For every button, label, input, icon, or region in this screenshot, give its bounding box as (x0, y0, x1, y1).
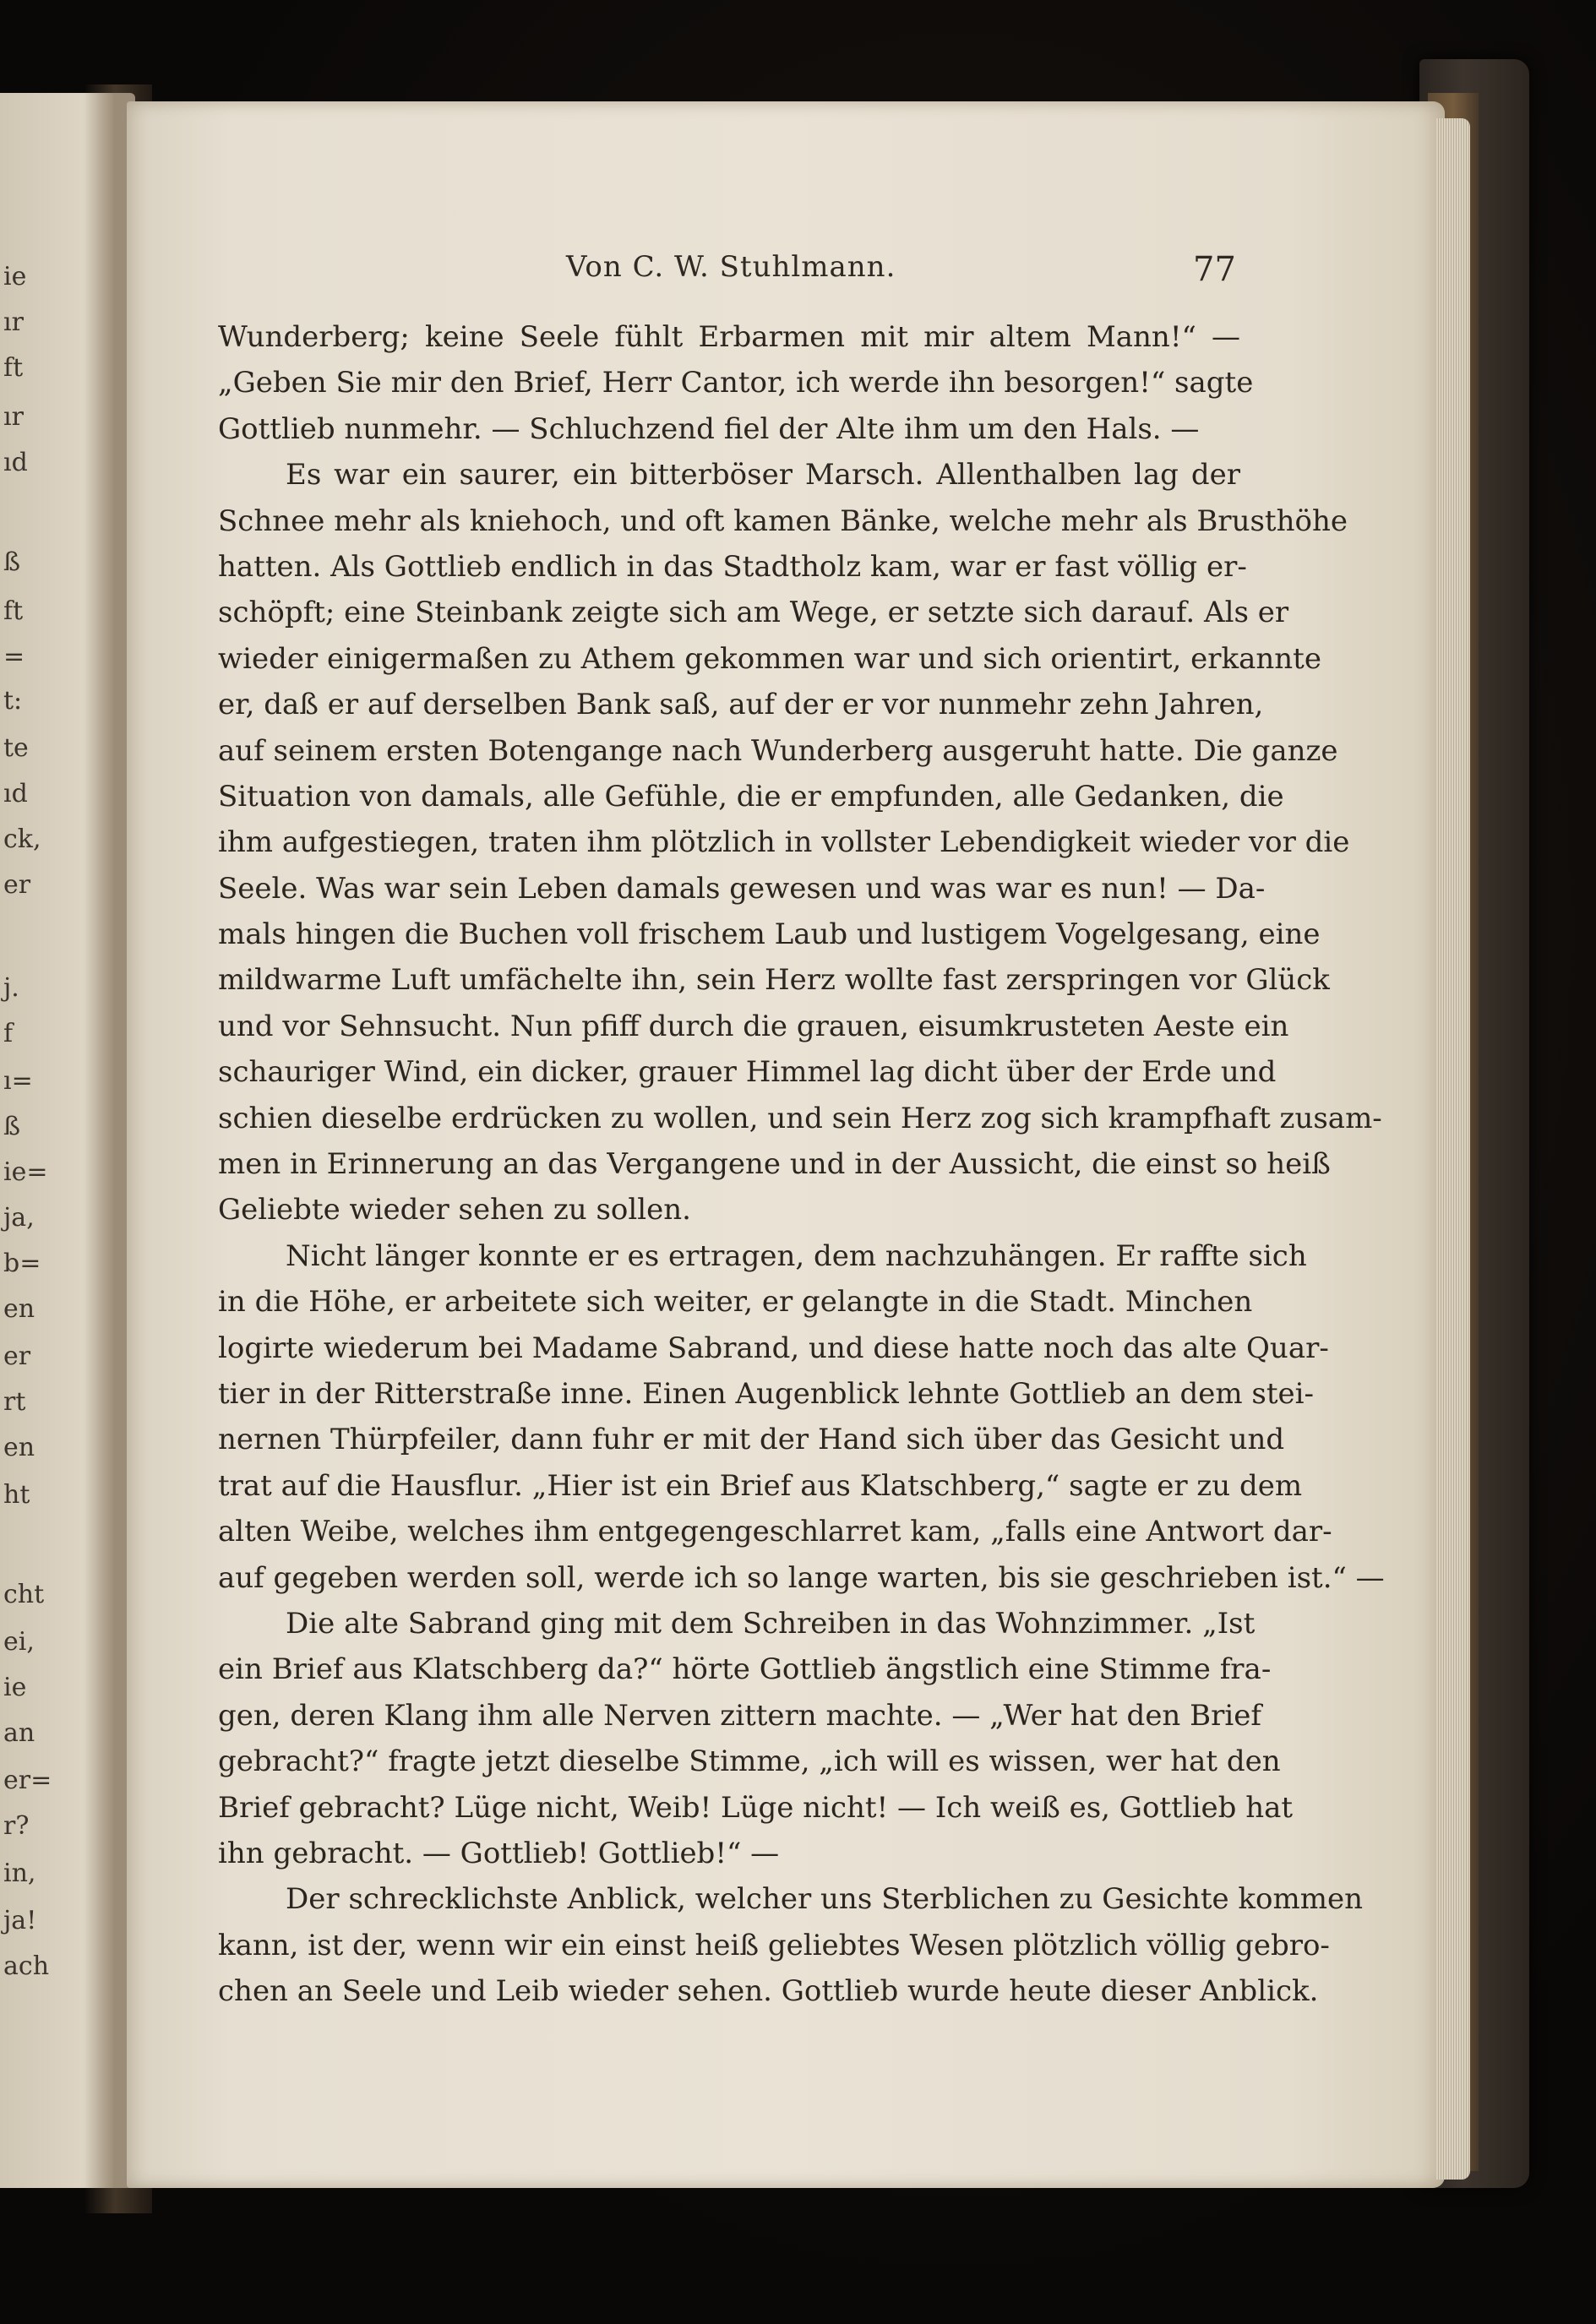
text-line: gen, deren Klang ihm alle Nerven zittern machte. — „Wer hat den Brief (218, 1698, 1261, 1733)
text-line: Schnee mehr als kniehoch, und oft kamen Bänke, welche mehr als Brusthöhe (218, 503, 1348, 538)
text-line: logirte wiederum bei Madame Sabrand, und diese hatte noch das alte Quar- (218, 1331, 1329, 1365)
previous-page-fragment: ıd (3, 779, 28, 808)
text-line: chen an Seele und Leib wieder sehen. Gottlieb wurde heute dieser Anblick. (218, 1974, 1319, 2009)
text-line: Wunderberg; keine Seele fühlt Erbarmen mit mir altem Mann!“ — (218, 320, 1240, 354)
previous-page-fragment: t: (3, 686, 23, 716)
text-line: Geliebte wieder sehen zu sollen. (218, 1193, 691, 1227)
page-stack-edge (1436, 118, 1470, 2180)
page-text-body (218, 314, 1385, 2014)
previous-page-fragment: ft (3, 353, 24, 383)
page-number: 77 (1193, 250, 1236, 289)
text-line: nernen Thürpfeiler, dann fuhr er mit der Hand sich über das Gesicht und (218, 1423, 1285, 1457)
previous-page-fragment: ei, (3, 1627, 35, 1657)
text-line: auf seinem ersten Botengange nach Wunderberg ausgeruht hatte. Die ganze (218, 733, 1338, 768)
text-line: kann, ist der, wenn wir ein einst heiß geliebtes Wesen plötzlich völlig gebro- (218, 1928, 1330, 1962)
text-line: Brief gebracht? Lüge nicht, Weib! Lüge nicht! — Ich weiß es, Gottlieb hat (218, 1790, 1294, 1825)
text-line: wieder einigermaßen zu Athem gekommen war und sich orientirt, erkannte (218, 641, 1321, 676)
previous-page-fragment: ja! (3, 1906, 37, 1935)
previous-page-fragment: an (3, 1718, 35, 1748)
text-line: Die alte Sabrand ging mit dem Schreiben in das Wohnzimmer. „Ist (286, 1606, 1256, 1641)
text-line: mildwarme Luft umfächelte ihn, sein Herz wollte fast zerspringen vor Glück (218, 963, 1330, 998)
previous-page-fragment: ıd (3, 448, 28, 477)
previous-page-fragment: ie (3, 1673, 27, 1702)
running-head: Von C. W. Stuhlmann. (566, 250, 896, 284)
previous-page-fragment: rt (3, 1387, 26, 1417)
text-line: men in Erinnerung an das Vergangene und in der Aussicht, die einst so heiß (218, 1147, 1331, 1182)
previous-page-fragment: ß (3, 1112, 21, 1141)
text-line: Der schrecklichste Anblick, welcher uns Sterblichen zu Gesichte kommen (286, 1882, 1363, 1917)
text-line: alten Weibe, welches ihm entgegengeschlarret kam, „falls eine Antwort dar- (218, 1515, 1332, 1549)
text-line: Gottlieb nunmehr. — Schluchzend fiel der Alte ihm um den Hals. — (218, 411, 1200, 446)
previous-page-fragment: ß (3, 547, 21, 577)
text-line: schöpft; eine Steinbank zeigte sich am Wege, er setzte sich darauf. Als er (218, 596, 1289, 630)
previous-page-fragment: ır (3, 402, 24, 432)
text-line: in die Höhe, er arbeitete sich weiter, er gelangte in die Stadt. Minchen (218, 1285, 1253, 1320)
previous-page-fragment: ı= (3, 1066, 33, 1096)
previous-page-fragment: en (3, 1294, 35, 1324)
text-line: trat auf die Hausflur. „Hier ist ein Brief aus Klatschberg,“ sagte er zu dem (218, 1468, 1303, 1503)
previous-page-fragment: f (3, 1019, 14, 1048)
previous-page-fragment: cht (3, 1580, 45, 1609)
previous-page-fragment: j. (3, 973, 19, 1003)
previous-page-fragment: ie= (3, 1157, 48, 1187)
previous-page-fragment: in, (3, 1859, 36, 1888)
previous-page-fragment: ck, (3, 825, 41, 854)
text-line: Seele. Was war sein Leben damals gewesen und was war es nun! — Da- (218, 871, 1266, 906)
previous-page-fragment: er (3, 870, 31, 900)
text-line: schien dieselbe erdrücken zu wollen, und sein Herz zog sich krampfhaft zusam- (218, 1101, 1382, 1135)
text-line: ihn gebracht. — Gottlieb! Gottlieb!“ — (218, 1836, 780, 1870)
previous-page-fragment: ach (3, 1951, 50, 1981)
text-line: tier in der Ritterstraße inne. Einen Augenblick lehnte Gottlieb an dem stei- (218, 1376, 1314, 1411)
previous-page-fragment: r? (3, 1811, 30, 1841)
text-line: schauriger Wind, ein dicker, grauer Himmel lag dicht über der Erde und (218, 1055, 1277, 1090)
text-line: und vor Sehnsucht. Nun pfiff durch die grauen, eisumkrusteten Aeste ein (218, 1009, 1289, 1043)
text-line: er, daß er auf derselben Bank saß, auf der er vor nunmehr zehn Jahren, (218, 688, 1264, 722)
previous-page-fragment: b= (3, 1249, 41, 1278)
previous-page-fragment: te (3, 733, 29, 763)
previous-page-fragment: ft (3, 596, 24, 626)
previous-page-fragment: ır (3, 308, 24, 337)
previous-page-fragment: ie (3, 262, 27, 291)
text-line: Situation von damals, alle Gefühle, die er empfunden, alle Gedanken, die (218, 779, 1284, 814)
previous-page-fragment: en (3, 1433, 35, 1462)
text-line: gebracht?“ fragte jetzt dieselbe Stimme, „ich will es wissen, wer hat den (218, 1744, 1281, 1779)
previous-page-fragment: ja, (3, 1203, 35, 1233)
text-line: „Geben Sie mir den Brief, Herr Cantor, ich werde ihn besorgen!“ sagte (218, 366, 1254, 400)
previous-page-fragment: = (3, 642, 25, 672)
text-line: auf gegeben werden soll, werde ich so lange warten, bis sie geschrieben ist.“ — (218, 1560, 1385, 1595)
previous-page-fragment: ht (3, 1480, 30, 1510)
text-line: hatten. Als Gottlieb endlich in das Stadtholz kam, war er fast völlig er- (218, 549, 1247, 584)
previous-page-fragment: er (3, 1342, 31, 1371)
text-line: ihm aufgestiegen, traten ihm plötzlich in vollster Lebendigkeit wieder vor die (218, 825, 1350, 860)
text-line: Nicht länger konnte er es ertragen, dem nachzuhängen. Er raffte sich (286, 1238, 1307, 1273)
text-line: mals hingen die Buchen voll frischem Laub und lustigem Vogelgesang, eine (218, 917, 1321, 952)
text-line: ein Brief aus Klatschberg da?“ hörte Gottlieb ängstlich eine Stimme fra- (218, 1652, 1272, 1687)
previous-page-fragment: er= (3, 1766, 52, 1795)
text-line: Es war ein saurer, ein bitterböser Marsch. Allenthalben lag der (286, 458, 1240, 493)
